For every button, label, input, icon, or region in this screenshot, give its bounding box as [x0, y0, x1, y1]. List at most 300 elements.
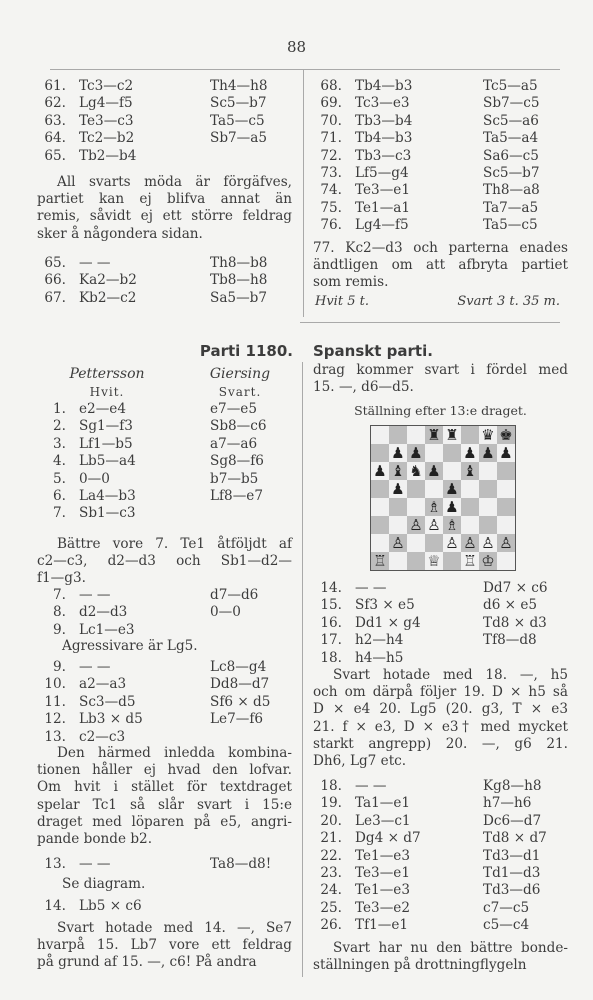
black-move: Sf6 × d5: [210, 693, 271, 710]
move-row: [30, 471, 300, 488]
black-move: Dd8—d7: [210, 676, 270, 693]
white-move: 0—0: [79, 470, 110, 487]
black-move: Ta8—d8!: [210, 856, 272, 872]
black-pawn-icon: ♟: [407, 444, 425, 462]
black-move: Td1—d3: [483, 865, 541, 881]
move-number: 14.: [44, 898, 66, 914]
move-number: 1.: [53, 401, 66, 417]
white-move: Te1—e3: [355, 847, 410, 864]
black-move: Ta7—a5: [483, 199, 539, 216]
move-row: [306, 830, 566, 847]
black-move: Sc5—b7: [210, 95, 267, 112]
white-move: Te1—e3: [355, 882, 410, 899]
move-number: 75.: [320, 199, 342, 216]
board-square: [407, 534, 425, 552]
board-square: [461, 498, 479, 516]
white-queen-icon: ♕: [425, 552, 443, 570]
move-row: [30, 418, 300, 435]
text-line: hvarpå 15. Lb7 vore ett feldrag: [37, 937, 292, 954]
move-number: 6.: [53, 488, 66, 504]
black-queen-icon: ♛: [479, 426, 497, 444]
move-row: [30, 113, 300, 130]
white-move: Ka2—b2: [79, 272, 137, 289]
white-move: Ta1—e1: [355, 795, 411, 812]
board-square: [407, 498, 425, 516]
move-number: 65.: [44, 147, 66, 164]
black-move: e7—e5: [210, 401, 257, 417]
board-square: [443, 444, 461, 462]
move-row: [306, 95, 566, 112]
text-line: drag kommer svart i fördel med: [313, 362, 568, 378]
white-move: Dg4 × d7: [355, 830, 421, 847]
move-row: [30, 401, 300, 418]
black-label: Svart.: [218, 385, 262, 399]
move-number: 67.: [44, 289, 66, 306]
white-move: Lf5—g4: [355, 165, 409, 181]
white-move: Lg4—f5: [79, 95, 133, 112]
move-row: [306, 113, 566, 130]
black-move: Lf8—e7: [210, 488, 263, 504]
move-number: 65.: [44, 255, 66, 271]
black-move: Sc5—b7: [483, 165, 540, 181]
white-move: — —: [355, 580, 387, 596]
black-move: Sb7—c5: [483, 95, 540, 112]
text-line: remis, såvidt ej ett större feldrag: [37, 208, 292, 225]
move-number: 72.: [320, 147, 342, 164]
board-square: [407, 480, 425, 498]
move-row: [306, 917, 566, 934]
black-move: c5—c4: [483, 917, 530, 934]
move-row: [30, 148, 300, 165]
black-move: Sa6—c5: [483, 147, 539, 164]
black-move: h7—h6: [483, 795, 532, 812]
move-row: [306, 148, 566, 165]
text-line: 15. —, d6—d5.: [313, 379, 414, 396]
move-row: [30, 694, 300, 711]
black-move: Le7—f6: [210, 711, 263, 728]
move-number: 26.: [320, 917, 342, 934]
white-move: Tc2—b2: [79, 130, 135, 147]
white-move: Lb3 × d5: [79, 711, 143, 728]
move-number: 62.: [44, 95, 66, 112]
white-pawn-icon: ♙: [425, 516, 443, 534]
board-square: [389, 552, 407, 570]
black-move: b7—b5: [210, 470, 259, 487]
move-row: [30, 290, 300, 307]
move-row: [306, 217, 566, 234]
text-line: ändtligen om att afbryta partiet: [313, 257, 568, 274]
commentary: [313, 667, 568, 770]
result-black: Svart 3 t. 35 m.: [457, 294, 560, 309]
move-row: [306, 900, 566, 917]
board-square: [371, 444, 389, 462]
white-move: Te3—e1: [355, 865, 410, 881]
black-move: 0—0: [210, 604, 241, 621]
text-line: 77. Kc2—d3 och parterna enades: [313, 240, 568, 256]
move-number: 9.: [53, 621, 66, 638]
move-number: 68.: [320, 78, 342, 94]
divider: [300, 322, 560, 323]
white-move: Te3—e2: [355, 899, 410, 916]
move-row: [30, 587, 300, 604]
board-square: [461, 426, 479, 444]
divider: [302, 362, 303, 977]
white-move: c2—c3: [79, 728, 126, 745]
black-move: d6 × e5: [483, 597, 538, 614]
move-row: [30, 898, 300, 915]
move-row: [306, 795, 566, 812]
move-row: [30, 856, 300, 873]
move-row: [30, 729, 300, 746]
black-move: Tb8—h8: [210, 272, 268, 289]
white-rook-icon: ♖: [461, 552, 479, 570]
move-row: [30, 130, 300, 147]
move-row: [306, 632, 566, 649]
white-move: Tb4—b3: [355, 78, 413, 94]
result-white: Hvit 5 t.: [315, 294, 369, 309]
move-row: [30, 659, 300, 676]
commentary: [37, 745, 292, 848]
board-square: [371, 534, 389, 552]
black-move: Td3—d1: [483, 847, 541, 864]
move-row: [30, 676, 300, 693]
white-move: — —: [79, 659, 111, 675]
move-row: [30, 255, 300, 272]
commentary: [37, 920, 292, 972]
board-square: [461, 480, 479, 498]
move-number: 24.: [320, 882, 342, 899]
black-move: a7—a6: [210, 435, 258, 452]
white-move: Sb1—c3: [79, 505, 136, 522]
black-move: Dc6—d7: [483, 812, 542, 829]
white-move: Tc3—c2: [79, 78, 134, 94]
black-pawn-icon: ♟: [497, 444, 515, 462]
text-line: tionen håller ej hvad den lofvar.: [37, 762, 292, 779]
board-square: [407, 426, 425, 444]
white-move: Te3—c3: [79, 112, 134, 129]
opening-name: Spanskt parti.: [313, 342, 433, 360]
white-move: Lc1—e3: [79, 621, 135, 638]
move-number: 18.: [320, 649, 342, 666]
white-move: Tc3—e3: [355, 95, 410, 112]
text-line: Dh6, Lg7 etc.: [313, 753, 407, 770]
board-square: [425, 480, 443, 498]
move-row: [306, 580, 566, 597]
text-line: Svart hotade med 14. —, Se7: [57, 920, 292, 936]
move-row: [306, 882, 566, 899]
move-number: 20.: [320, 812, 342, 829]
white-pawn-icon: ♙: [479, 534, 497, 552]
white-move: Tb4—b3: [355, 130, 413, 147]
move-row: [30, 453, 300, 470]
commentary: [313, 240, 568, 292]
white-move: Tb2—b4: [79, 147, 137, 164]
black-move: Tc5—a5: [483, 78, 538, 94]
commentary: [37, 536, 292, 588]
move-number: 13.: [44, 856, 66, 872]
move-row: [306, 865, 566, 882]
white-move: Te3—e1: [355, 182, 410, 199]
black-move: Th8—b8: [210, 255, 268, 271]
move-row: [306, 813, 566, 830]
text-line: ställningen på drottningflygeln: [313, 957, 527, 974]
text-line: på grund af 15. —, c6! På andra: [37, 954, 257, 971]
move-row: [306, 200, 566, 217]
text-line: och om därpå följer 19. D × h5 så: [313, 684, 568, 701]
move-row: [306, 778, 566, 795]
board-square: [425, 534, 443, 552]
move-number: 15.: [320, 597, 342, 614]
move-number: 18.: [320, 778, 342, 794]
black-pawn-icon: ♟: [461, 444, 479, 462]
white-move: h2—h4: [355, 632, 404, 649]
black-king-icon: ♚: [497, 426, 515, 444]
move-row: [30, 711, 300, 728]
black-move: Ta5—a4: [483, 130, 539, 147]
divider: [303, 70, 304, 317]
move-row: [306, 848, 566, 865]
board-square: [479, 462, 497, 480]
move-number: 17.: [320, 632, 342, 649]
black-move: Td8 × d3: [483, 614, 547, 631]
white-move: La4—b3: [79, 488, 136, 504]
divider: [50, 69, 560, 70]
board-square: [479, 498, 497, 516]
white-move: — —: [79, 587, 111, 603]
black-bishop-icon: ♝: [461, 462, 479, 480]
move-number: 13.: [44, 728, 66, 745]
move-row: [30, 488, 300, 505]
move-row: [306, 78, 566, 95]
white-move: Sg1—f3: [79, 418, 133, 435]
move-number: 76.: [320, 217, 342, 234]
white-label: Hvit.: [89, 385, 125, 399]
move-row: [306, 650, 566, 667]
move-number: 19.: [320, 795, 342, 812]
move-number: 2.: [53, 418, 66, 435]
black-pawn-icon: ♟: [443, 480, 461, 498]
white-pawn-icon: ♙: [461, 534, 479, 552]
text-line: som remis.: [313, 274, 389, 291]
move-row: [306, 615, 566, 632]
white-move: Sf3 × e5: [355, 597, 415, 614]
move-row: [30, 436, 300, 453]
text-line: starkt angrepp) 20. —, g6 21.: [313, 735, 568, 752]
black-move: Ta5—c5: [483, 217, 538, 234]
text-line: Den härmed inledda kombina-: [57, 745, 292, 761]
black-pawn-icon: ♟: [389, 444, 407, 462]
commentary: [37, 174, 292, 243]
white-bishop-icon: ♗: [425, 498, 443, 516]
commentary: Agressivare är Lg5.: [62, 638, 198, 654]
white-move: h4—h5: [355, 649, 404, 666]
text-line: 21. f × e3, D × e3† med mycket: [313, 718, 568, 735]
white-king-icon: ♔: [479, 552, 497, 570]
game-title: Parti 1180.: [199, 342, 293, 360]
move-row: [306, 182, 566, 199]
board-square: [479, 516, 497, 534]
text-line: Om hvit i stället för textdraget: [37, 779, 292, 796]
board-square: [389, 516, 407, 534]
move-row: [30, 95, 300, 112]
move-number: 63.: [44, 112, 66, 129]
move-row: [30, 505, 300, 522]
chess-diagram: [370, 425, 516, 571]
text-line: Svart har nu den bättre bonde-: [333, 940, 568, 956]
white-move: Kb2—c2: [79, 289, 137, 306]
move-number: 70.: [320, 112, 342, 129]
black-move: c7—c5: [483, 899, 530, 916]
white-pawn-icon: ♙: [443, 534, 461, 552]
page-number: 88: [286, 38, 307, 56]
move-number: 16.: [320, 614, 342, 631]
move-number: 7.: [53, 587, 66, 603]
move-number: 61.: [44, 78, 66, 94]
move-number: 14.: [320, 580, 342, 596]
text-line: Bättre vore 7. Te1 åtföljdt af: [57, 536, 292, 552]
move-row: [306, 597, 566, 614]
move-row: [30, 622, 300, 639]
board-square: [371, 426, 389, 444]
white-pawn-icon: ♙: [497, 534, 515, 552]
black-move: Td8 × d7: [483, 830, 547, 847]
text-line: pande bonde b2.: [37, 831, 153, 848]
board-square: [497, 516, 515, 534]
board-square: [497, 498, 515, 516]
white-move: Lf1—b5: [79, 435, 133, 452]
text-line: Svart hotade med 18. —, h5: [333, 667, 568, 683]
move-row: [306, 130, 566, 147]
black-bishop-icon: ♝: [389, 462, 407, 480]
black-move: Kg8—h8: [483, 778, 542, 794]
move-number: 12.: [44, 711, 66, 728]
board-square: [461, 516, 479, 534]
text-line: spelar Tc1 så slår svart i 15:e: [37, 796, 292, 813]
black-move: Lc8—g4: [210, 659, 267, 675]
move-number: 69.: [320, 95, 342, 112]
white-move: Lb5—a4: [79, 453, 136, 470]
white-move: — —: [355, 778, 387, 794]
board-square: [443, 462, 461, 480]
white-move: Tf1—e1: [355, 917, 409, 934]
black-move: Td3—d6: [483, 882, 541, 899]
white-player: Pettersson: [69, 366, 145, 382]
black-pawn-icon: ♟: [443, 498, 461, 516]
board-square: [371, 498, 389, 516]
move-row: [306, 165, 566, 182]
black-move: Sa5—b7: [210, 289, 268, 306]
move-number: 71.: [320, 130, 342, 147]
white-move: e2—e4: [79, 401, 126, 417]
black-pawn-icon: ♟: [371, 462, 389, 480]
commentary: [313, 362, 568, 396]
text-line: f1—g3.: [37, 570, 86, 587]
black-move: Sb8—c6: [210, 418, 267, 435]
black-move: Sb7—a5: [210, 130, 268, 147]
white-move: Dd1 × g4: [355, 614, 421, 631]
black-move: Dd7 × c6: [483, 580, 548, 596]
diagram-caption: Ställning efter 13:e draget.: [354, 403, 527, 418]
commentary: [313, 940, 568, 974]
black-move: d7—d6: [210, 587, 259, 603]
text-line: All svarts möda är förgäfves,: [57, 174, 292, 190]
white-bishop-icon: ♗: [443, 516, 461, 534]
board-square: [389, 426, 407, 444]
move-row: [30, 78, 300, 95]
move-number: 73.: [320, 165, 342, 181]
text-line: draget med löparen på e5, angri-: [37, 813, 292, 830]
black-move: Th4—h8: [210, 78, 268, 94]
black-move: Th8—a8: [483, 182, 540, 199]
move-number: 10.: [44, 676, 66, 693]
white-move: Lg4—f5: [355, 217, 409, 234]
diagram-reference: Se diagram.: [62, 876, 146, 892]
text-line: sker å någondera sidan.: [37, 225, 203, 242]
white-move: a2—a3: [79, 676, 127, 693]
text-line: partiet kan ej blifva annat än: [37, 191, 292, 208]
move-number: 66.: [44, 272, 66, 289]
black-rook-icon: ♜: [443, 426, 461, 444]
move-row: [30, 604, 300, 621]
move-number: 21.: [320, 830, 342, 847]
white-move: Sc3—d5: [79, 693, 136, 710]
white-move: Lb5 × c6: [79, 898, 142, 914]
white-move: d2—d3: [79, 604, 128, 621]
black-pawn-icon: ♟: [425, 462, 443, 480]
white-rook-icon: ♖: [371, 552, 389, 570]
board-square: [497, 480, 515, 498]
board-square: [497, 462, 515, 480]
board-square: [425, 444, 443, 462]
move-number: 4.: [53, 453, 66, 470]
black-move: Sc5—a6: [483, 112, 539, 129]
board-square: [371, 516, 389, 534]
text-line: D × e4 20. Lg5 (20. g3, T × e3: [313, 701, 568, 718]
move-number: 22.: [320, 847, 342, 864]
move-number: 7.: [53, 505, 66, 522]
board-square: [371, 480, 389, 498]
white-move: — —: [79, 255, 111, 271]
black-rook-icon: ♜: [425, 426, 443, 444]
black-move: Ta5—c5: [210, 112, 265, 129]
black-player: Giersing: [209, 366, 271, 382]
white-pawn-icon: ♙: [389, 534, 407, 552]
move-number: 8.: [53, 604, 66, 621]
text-line: c2—c3, d2—d3 och Sb1—d2—: [37, 553, 292, 570]
move-number: 74.: [320, 182, 342, 199]
move-number: 5.: [53, 470, 66, 487]
white-pawn-icon: ♙: [407, 516, 425, 534]
board-square: [497, 552, 515, 570]
move-number: 3.: [53, 435, 66, 452]
board-square: [479, 480, 497, 498]
board-square: [443, 552, 461, 570]
board-square: [389, 498, 407, 516]
move-number: 25.: [320, 899, 342, 916]
move-number: 11.: [44, 693, 66, 710]
board-square: [407, 552, 425, 570]
white-move: Tb3—c3: [355, 147, 412, 164]
black-pawn-icon: ♟: [389, 480, 407, 498]
black-knight-icon: ♞: [407, 462, 425, 480]
move-number: 9.: [53, 659, 66, 675]
black-pawn-icon: ♟: [479, 444, 497, 462]
white-move: Le3—c1: [355, 812, 411, 829]
white-move: — —: [79, 856, 111, 872]
move-number: 23.: [320, 865, 342, 881]
white-move: Te1—a1: [355, 199, 411, 216]
black-move: Sg8—f6: [210, 453, 264, 470]
